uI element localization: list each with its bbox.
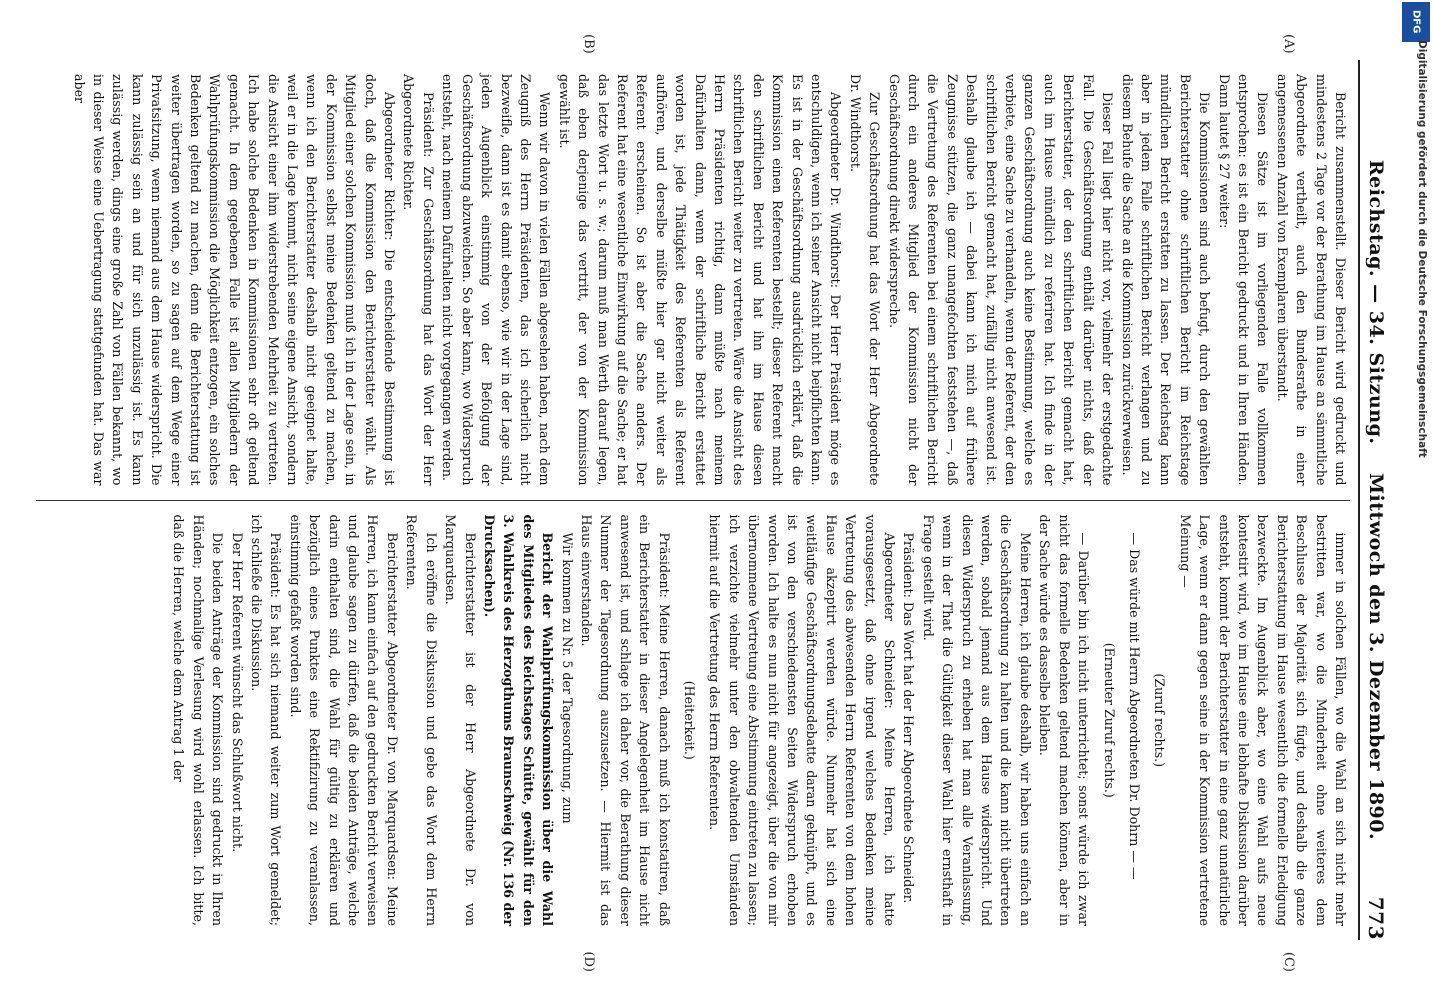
left-paragraph: Diesen Sätze ist im vorliegenden Falle vollkommen entsprochen: es ist ein Bericht gedruckt und in Ihren Händen. Dann lautet § 27 weiter: — [1216, 74, 1271, 486]
right-paragraph: Der Herr Referent wünscht das Schlußwort nicht. — [229, 532, 245, 853]
text-columns — [36, 60, 1350, 940]
left-paragraph: Bericht zusammenstellt. Dieser Bericht wird gedruckt und mindestens 2 Tage vor der Berathung im Hause an sämmtliche Abgeordnete vertheilt, auch den Bundesrathe in einer angemessenen Anzahl von Exemplaren überstandt. — [1274, 74, 1348, 486]
left-paragraph: Abgeordneter Dr. Windthorst: Der Herr Präsident möge es entschuldigen, wenn ich seiner Ansicht nicht beipflichten kann. Es ist in der Geschäftsordnung ausdrücklich erklärt, daß die Kommission einen Referenten bestellt; dieser Referent macht den schriftlichen Bericht und hat ihn im Hause diesen schriftlichen Bericht weiter zu vertreten. Wäre die Ansicht des Herrn Präsidenten richtig, dann müßte nach meinem Dafürhalten dann, wenn der schriftliche Bericht erstattet worden ist, jede Thätigkeit des Referenten als Referent aufhören, und derselbe müßte hier gar nicht weiter als Referent erscheinen. So ist aber die Sache anders. Der Referent hat eine wesentliche Einwirkung auf die Sache; er hat das letzte Wort u. s. w.; darum muß man Werth darauf legen, daß eben derjenige das vertritt, der von der Kommission gewählt ist. — [556, 74, 844, 486]
marker-a: (A) — [1281, 34, 1296, 54]
right-paragraph: Präsident: Das Wort hat der Herr Abgeordnete Schneider. — [901, 532, 917, 904]
right-paragraph: Abgeordneter Schneider: Meine Herren, ich hatte vorausgesetzt, daß ohne irgend welches Bedenken meine Vertretung des abwesenden Herrn Referenten von dem hohen Hause akzeptirt werden würde. Nunmehr hat sich eine weitläufige Geschäftsordnungsdebatte daran geknüpft, und es ist von den verschiedensten Seiten Widerspruch erhoben worden. Ich halte es nun nicht für angezeigt, über die von mir übernommene Vertretung eine Abstimmung eintreten zu lassen; ich verzichte vielmehr unter den obwaltenden Umständen hiermit auf die Vertretung des Herrn Referenten. — [707, 514, 898, 926]
dfg-logo: DFG — [1402, 2, 1430, 42]
right-paragraph: Präsident: Meine Herren, danach muß ich konstatiren, daß ein Berichterstatter in dieser Angelegenheit im Hause nicht anwesend ist, und schlage ich daher vor, die Berathung dieser Nummer der Tagesordnung auszusetzen. — Hiermit ist das Haus einverstanden. — [578, 514, 672, 926]
header-date: Mittwoch den 3. Dezember 1890. — [1365, 472, 1387, 841]
page-number: 773 — [1364, 896, 1388, 940]
right-paragraph: immer in solchen Fällen, wo die Wahl an sich nicht mehr bestritten war, wo die Minderheit ohne weiteres dem Beschlusse der Majorität sich fügte, und deshalb die ganze Berichterstattung im Hause wesentlich die formelle Erledigung bezweckte. Im Augenblick aber, wo eine Wahl aufs neue kontestirt wird, wo im Hause eine lebhafte Diskussion darüber entsteht, kommt der Berichterstatter in eine ganz unnatürliche Lage, wenn er dann gegen seine in der Kommission vertretene Meinung — — [1177, 514, 1348, 926]
right-paragraph: (Erneuter Zuruf rechts.) — [1101, 642, 1117, 798]
digitization-note: Digitalisierung gefördert durch die Deutsche Forschungsgemeinschaft — [1416, 40, 1428, 458]
left-paragraph: Zur Geschäftsordnung hat das Wort der Herr Abgeordnete Dr. Windthorst. — [847, 74, 883, 486]
left-paragraph: Dieser Fall liegt hier nicht vor, vielmehr der erstgedachte Fall. Die Geschäftsordnung enthält darüber nichts, daß der Berichterstatter, der den schriftlichen Bericht gemacht hat, auch im Hause mündlich zu referiren hat. Ich finde in der ganzen Geschäftsordnung auch keine Bestimmung, welche es verbiete, eine Sache zu verhandeln, wenn der Referent, der den schriftlichen Bericht gemacht hat, zufällig nicht anwesend ist. Deshalb glaube ich — dabei kann ich mich auf frühere Zeugnisse stützen, die ganz unangefochten feststehen —, daß die Vertretung des Referenten bei einem schriftlichen Bericht durch ein anderes Mitglied der Kommission nicht der Geschäftsordnung direkt widerspreche. — [886, 74, 1116, 486]
right-paragraph: Berichterstatter ist der Herr Abgeordnete Dr. von Marquardsen. — [443, 514, 478, 926]
right-paragraph: (Heiterkeit.) — [682, 680, 697, 760]
right-paragraph: Wir kommen zu Nr. 5 der Tagesordnung, zum — [559, 532, 575, 824]
right-paragraph: Berichterstatter Abgeordneter Dr. von Marquardsen: Meine Herren, ich kann einfach auf den gedruckten Bericht verweisen und glaube sagen zu dürfen, daß die beiden Anträge, welche darin enthalten sind, die Wahl für gültig zu erklären und bezüglich eines Punktes eine Rektifizirung zu veranlassen, einstimmig gefaßt worden sind. — [287, 514, 400, 926]
rotated-page — [16, 20, 1416, 980]
right-paragraph: (Zuruf rechts.) — [1152, 673, 1168, 768]
left-paragraph: Die Kommissionen sind auch befugt, durch den gewählten Berichterstatter ohne schriftlichen Bericht im Reichstage mündlichen Bericht erstatten zu lassen. Der Reichstag kann aber in jedem Falle schriftlichen Bericht verlangen und zu diesem Behufe die Sache an die Kommission zurückverweisen. — [1119, 74, 1213, 486]
right-paragraph: Ich eröffne die Diskussion und gebe das Wort dem Herrn Referenten. — [404, 514, 439, 926]
right-paragraph: — Darüber bin ich nicht unterrichtet; sonst würde ich zwar nicht das formelle Bedenken geltend machen können, aber in der Sache würde es dasselbe bleiben. — [1037, 514, 1092, 926]
marker-b: (B) — [581, 34, 596, 54]
right-paragraph: Meine Herren, ich glaube deshalb, wir haben uns einfach an die Geschäftsordnung zu halten und die kann nicht übertreten werden, sobald jemand aus dem Hause widerspricht. Und diesen Widerspruch zu erheben hat man alle Veranlassung, wenn in der That die Gültigkeit dieser Wahl hier ernsthaft in Frage gestellt wird. — [920, 514, 1033, 926]
right-paragraph: Die beiden Anträge der Kommission sind gedruckt in Ihren Händen; nochmalige Verlesung wird wohl erlassen. Ich bitte, daß die Herren, welche dem Antrag 1 der — [171, 514, 226, 926]
marker-d: (D) — [581, 951, 596, 972]
right-paragraph: Bericht der Wahlprüfungskommission über die Wahl des Mitgliedes des Reichstages Schütte, gewählt für den 3. Wahlkreis des Herzogthums Braunschweig (Nr. 136 der Drucksachen). — [481, 514, 556, 926]
left-column — [36, 60, 1350, 500]
right-paragraph: — Das würde mit Herrn Abgeordneten Dr. Dohrn — — — [1126, 532, 1142, 880]
left-paragraph: Abgeordneter Richter: Die entscheidende Bestimmung ist doch, daß die Kommission den Berichterstatter wählt. Als Mitglied einer solchen Kommission muß ich in der Lage sein, in der Kommission selbst meine Bedenken geltend zu machen, wenn ich den Berichterstatter deshalb nicht geeignet halte, weil er in die Lage kommt, nicht seine eigene Ansicht, sondern die Ansicht einer ihm widerstrebenden Mehrheit zu vertreten. Ich habe solche Bedenken in Kommissionen sehr oft geltend gemacht. In dem gegebenen Falle ist allen Mitgliedern der Wahlprüfungskommission die Möglichkeit entzogen, ein solches Bedenken geltend zu machen, denn die Berichterstattung ist weiter übertragen worden, so zu sagen auf dem Wege einer Privatsitzung, wenn niemand aus dem Hause widerspricht. Die kann zulässig sein an und für sich unzulässig ist. Es kann zulässig werden, dings eine große Zahl von Fällen bekannt, wo in dieser Weise eine Uebertragung stattgefunden hat. Das war aber — [71, 74, 398, 486]
header-left-text: Reichstag. — 34. Sitzung. — [1365, 159, 1387, 445]
header-title — [1365, 140, 1387, 860]
left-paragraph: Wenn wir davon in vielen Fällen abgesehen haben, nach dem Zeugniß des Herrn Präsidenten, das ich sicherlich nicht bezweifle, dann ist es damit ebenso, wie wir in der Lage sind, jeden Augenblick einstimmig von der Befolgung der Geschäftsordnung abzuweichen. So aber kann, wo Widerspruch entsteht, nach meinem Dafürhalten nicht vorgegangen werden. — [440, 74, 553, 486]
page-header — [1358, 60, 1392, 940]
right-column — [36, 501, 1350, 941]
marker-c: (C) — [1281, 951, 1296, 972]
left-paragraph: Präsident: Zur Geschäftsordnung hat das Wort der Herr Abgeordnete Richter. — [401, 74, 436, 486]
right-paragraph: Präsident: Es hat sich niemand weiter zum Wort gemeldet; ich schließe die Diskussion. — [249, 514, 284, 926]
